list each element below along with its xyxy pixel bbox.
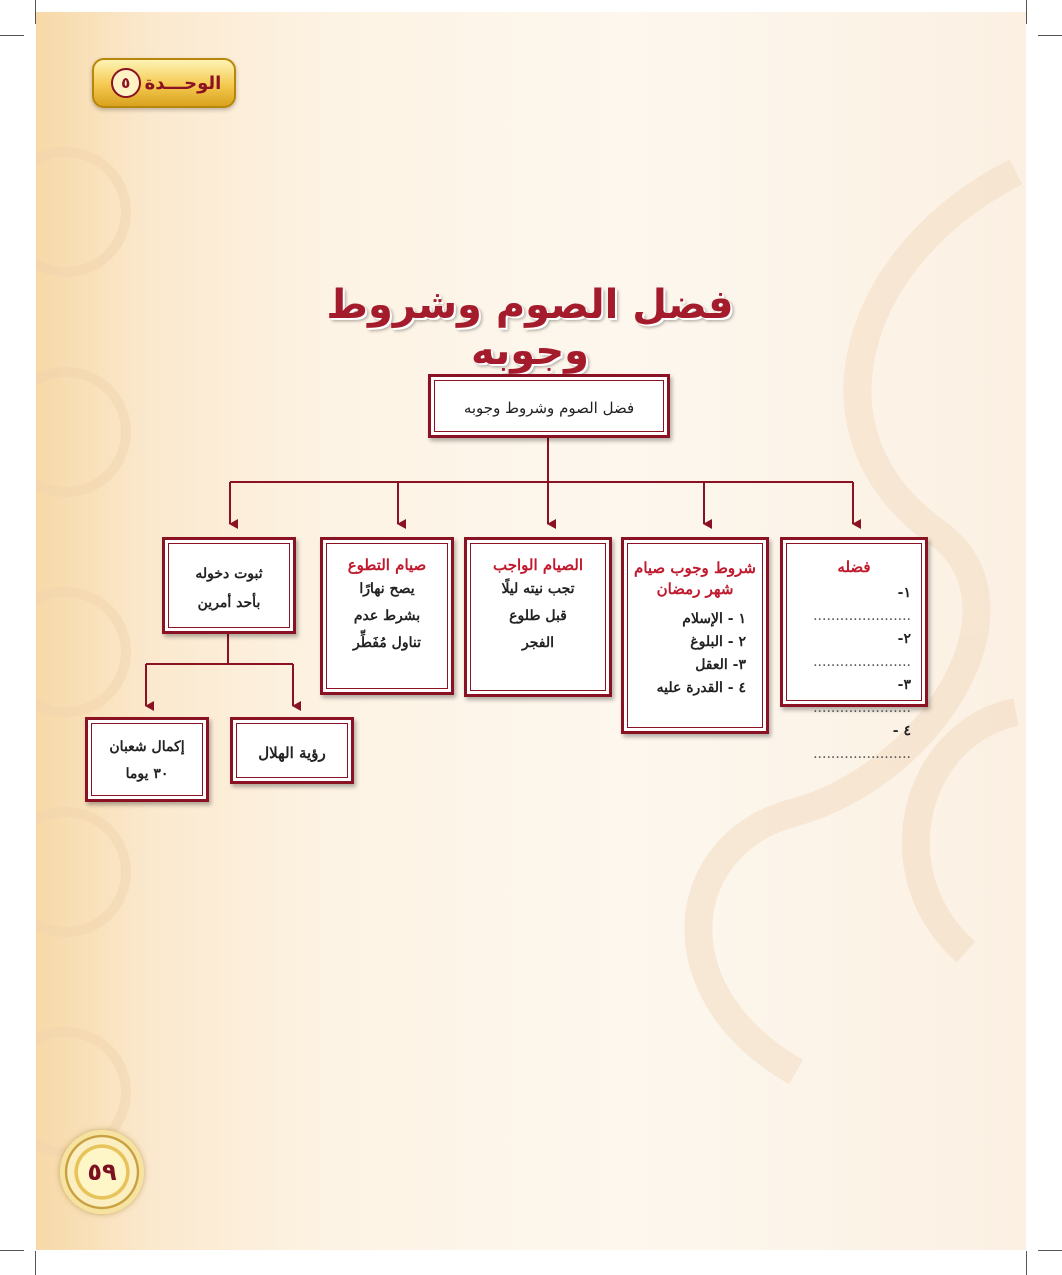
text-line: الفجر: [522, 635, 554, 651]
month-entry-box: [162, 537, 296, 634]
text-line: يصح نهارًا: [359, 581, 415, 597]
conditions-list: [634, 608, 756, 700]
page-title: فضل الصوم وشروط وجوبه: [326, 282, 734, 374]
text-line: تناول مُفَطِّر: [353, 635, 421, 651]
root-box-label: فضل الصوم وشروط وجوبه: [463, 399, 635, 417]
page-number: ٥٩: [60, 1130, 144, 1214]
virtue-box-title: فضله: [837, 558, 871, 576]
unit-word: الوحـــدة: [144, 72, 222, 94]
shaban-completion-box: [85, 717, 209, 802]
obligatory-fast-box: [464, 537, 612, 697]
unit-number: ٥: [111, 68, 141, 98]
list-item: ٤ - ......................: [813, 723, 911, 762]
virtue-box: [780, 537, 928, 762]
list-item: ١ - الإسلام: [682, 611, 746, 627]
conditions-box-title: شروط وجوب صيام شهر رمضان: [634, 559, 756, 598]
list-item: ٢- ......................: [813, 631, 911, 670]
list-item: ١- ......................: [813, 585, 911, 624]
obligatory-fast-title: الصيام الواجب: [492, 556, 583, 574]
voluntary-fast-box: [320, 537, 454, 695]
crescent-sighting-box: [230, 717, 354, 784]
text-line: بشرط عدم: [353, 608, 421, 624]
list-item: ٣- العقل: [695, 657, 746, 673]
text-line: بأحد أمرين: [197, 595, 261, 611]
conditions-box: [621, 537, 769, 734]
text-line: رؤية الهلال: [258, 744, 326, 762]
text-line: إكمال شعبان: [109, 739, 185, 755]
text-line: قبل طلوع: [509, 608, 567, 624]
text-line: ثبوت دخوله: [195, 566, 263, 582]
text-line: تجب نيته ليلًا: [501, 581, 575, 597]
virtue-list: [797, 582, 911, 766]
list-item: ٢ - البلوغ: [690, 634, 746, 650]
list-item: ٤ - القدرة عليه: [656, 680, 746, 696]
voluntary-fast-title: صيام التطوع: [347, 556, 427, 574]
list-item: ٣- ......................: [813, 677, 911, 716]
root-box: [428, 374, 670, 438]
text-line: ٣٠ يوما: [125, 766, 169, 782]
